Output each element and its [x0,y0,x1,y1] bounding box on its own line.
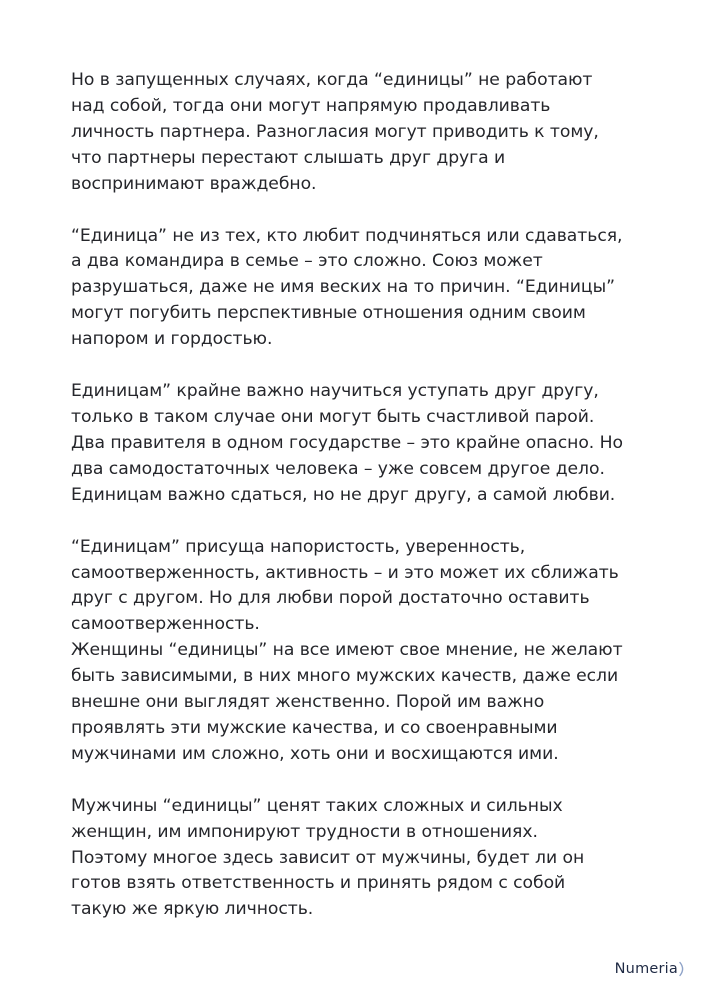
numeria-logo [615,961,686,977]
text-line: что партнеры перестают слышать друг друга и [71,147,506,168]
text-line: Единицам важно сдаться, но не друг другу, а самой любви. [71,484,616,505]
text-line: внешне они выглядят женственно. Порой им важно [71,692,545,713]
text-line: два самодостаточных человека – уже совсем другое дело. [71,458,605,479]
text-line: “Единица” не из тех, кто любит подчиняться или сдаваться, [71,225,623,246]
text-line: Единицам” крайне важно научиться уступать друг другу, [71,381,599,402]
text-line: Женщины “единицы” на все имеют свое мнение, не желают [71,640,623,661]
text-line: такую же яркую личность. [71,899,314,920]
text-line: разрушаться, даже не имя веских на то причин. “Единицы” [71,277,615,298]
text-line: Мужчины “единицы” ценят таких сложных и сильных [71,795,563,816]
text-line: “Единицам” присуща напористость, уверенность, [71,536,526,557]
document-body [71,68,671,923]
logo-arc-icon [679,961,686,977]
text-line: быть зависимыми, в них много мужских качеств, даже если [71,666,619,687]
text-line: самоотверженность, активность – и это может их сближать [71,562,619,583]
paragraph-2 [71,224,671,354]
text-line: только в таком случае они могут быть счастливой парой. [71,406,595,427]
text-line: Два правителя в одном государстве – это крайне опасно. Но [71,432,623,453]
text-line: друг с другом. Но для любви порой достаточно оставить [71,588,590,609]
text-line: могут погубить перспективные отношения одним своим [71,303,586,324]
paragraph-1 [71,68,671,198]
text-line: воспринимают враждебно. [71,173,317,194]
paragraph-3 [71,379,671,509]
text-line: мужчинами им сложно, хоть они и восхищаются ими. [71,743,559,764]
text-line: готов взять ответственность и принять рядом с собой [71,873,566,894]
text-line: напором и гордостью. [71,329,273,350]
text-line: самоотверженность. [71,614,260,635]
text-line: над собой, тогда они могут напрямую продавливать [71,95,551,116]
text-line: проявлять эти мужские качества, и со своенравными [71,717,558,738]
text-line: женщин, им импонируют трудности в отношениях. [71,821,538,842]
text-line: личность партнера. Разногласия могут приводить к тому, [71,121,599,142]
text-line: Поэтому многое здесь зависит от мужчины, будет ли он [71,847,585,868]
paragraph-4 [71,535,671,768]
paragraph-5 [71,794,671,924]
logo-text: Numeria [614,961,678,977]
text-line: Но в запущенных случаях, когда “единицы” не работают [71,70,593,90]
text-line: а два командира в семье – это сложно. Союз может [71,251,543,272]
